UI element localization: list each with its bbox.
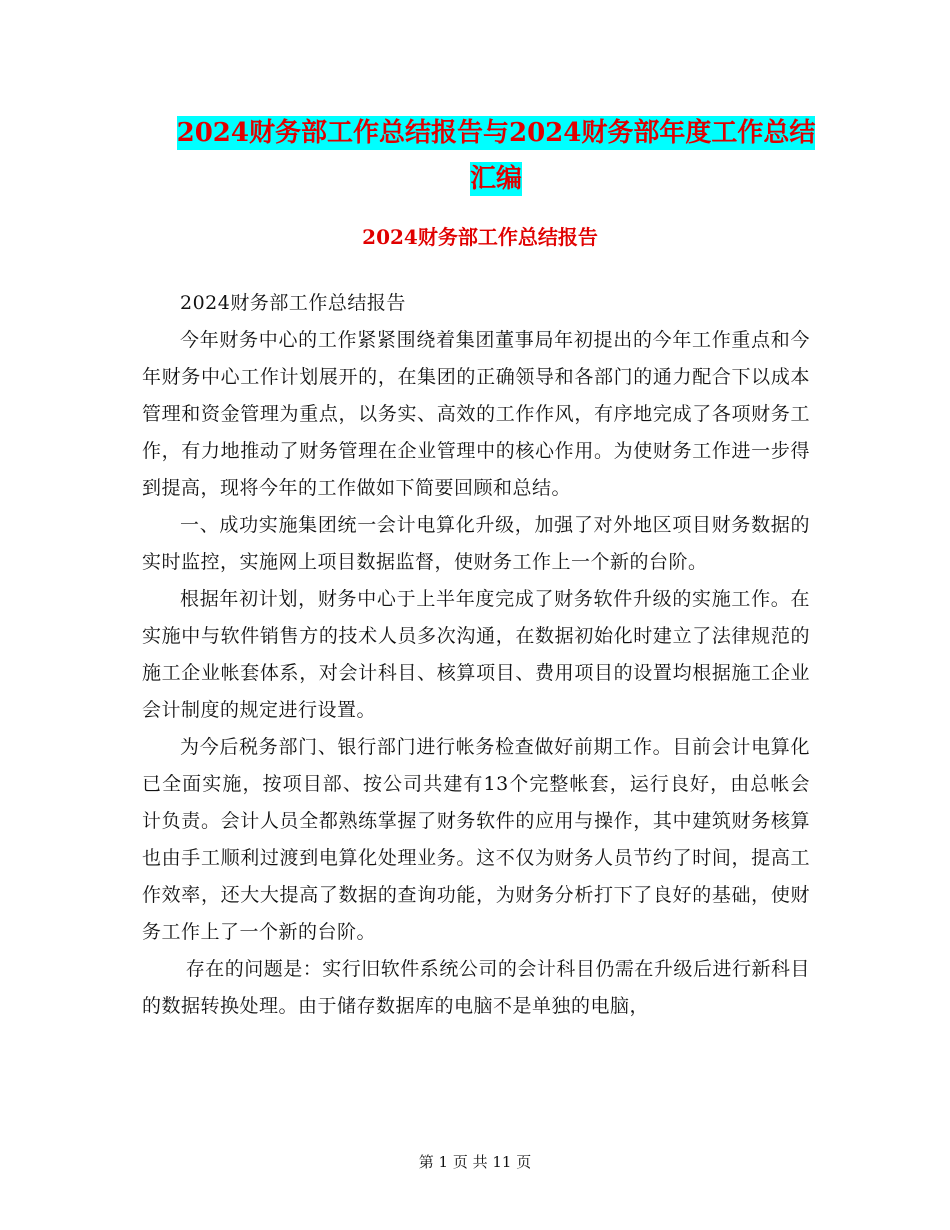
document-title-line-1: 2024财务部工作总结报告与2024财务部年度工作总结 (176, 118, 816, 148)
paragraph-issues: 存在的问题是：实行旧软件系统公司的会计科目仍需在升级后进行新科目的数据转换处理。由于储存数据库的电脑不是单独的电脑， (142, 958, 810, 1017)
paragraph-plan: 根据年初计划，财务中心于上半年度完成了财务软件升级的实施工作。在实施中与软件销售方的技术人员多次沟通，在数据初始化时建立了法律规范的施工企业帐套体系，对会计科目、核算项目、费用项目的设置均根据施工企业会计制度的规定进行设置。 (142, 588, 810, 721)
document-body (142, 285, 810, 1025)
paragraph-progress: 为今后税务部门、银行部门进行帐务检查做好前期工作。目前会计电算化已全面实施，按项目部、按公司共建有13个完整帐套，运行良好，由总帐会计负责。会计人员全都熟练掌握了财务软件的应用与操作，其中建筑财务核算也由手工顺利过渡到电算化处理业务。这不仅为财务人员节约了时间，提高工作效率，还大大提高了数据的查询功能，为财务分析打下了良好的基础，使财务工作上了一个新的台阶。 (142, 736, 810, 943)
paragraph-intro: 今年财务中心的工作紧紧围绕着集团董事局年初提出的今年工作重点和今年财务中心工作计划展开的，在集团的正确领导和各部门的通力配合下以成本管理和资金管理为重点，以务实、高效的工作作风，有序地完成了各项财务工作，有力地推动了财务管理在企业管理中的核心作用。为使财务工作进一步得到提高，现将今年的工作做如下简要回顾和总结。 (142, 329, 810, 499)
section-title: 2024财务部工作总结报告 (362, 225, 598, 249)
document-title-line-2: 汇编 (469, 164, 522, 194)
paragraph-heading: 2024财务部工作总结报告 (180, 292, 406, 314)
page-footer: 第 1 页 共 11 页 (418, 1153, 532, 1171)
document-title (140, 110, 852, 202)
paragraph-item-1: 一、成功实施集团统一会计电算化升级，加强了对外地区项目财务数据的实时监控，实施网上项目数据监督，使财务工作上一个新的台阶。 (142, 514, 810, 573)
